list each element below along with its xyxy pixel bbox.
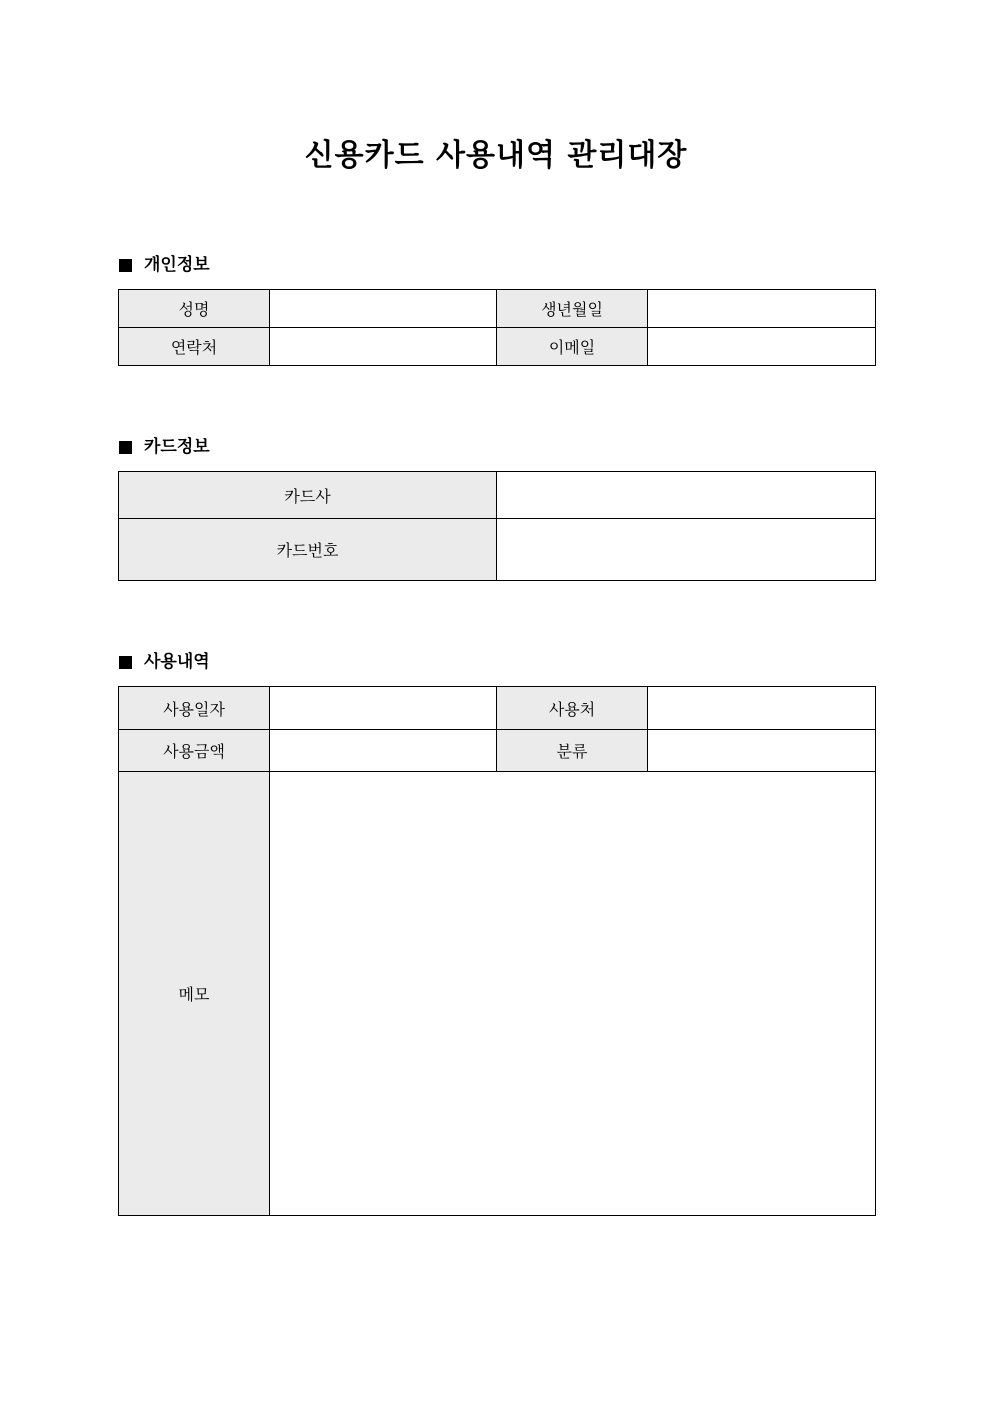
usage-amount-field[interactable] <box>270 730 497 772</box>
category-label: 분류 <box>497 730 648 772</box>
table-row <box>119 472 876 519</box>
usage-date-field[interactable] <box>270 687 497 730</box>
category-field[interactable] <box>648 730 876 772</box>
section-heading-usage-text: 사용내역 <box>144 652 210 672</box>
table-row <box>119 730 876 772</box>
card-info-table <box>118 471 876 581</box>
usage-date-label: 사용일자 <box>119 687 270 730</box>
contact-label: 연락처 <box>119 328 270 366</box>
section-heading-card-text: 카드정보 <box>144 437 210 457</box>
usage-table <box>118 686 876 1216</box>
table-row <box>119 519 876 581</box>
memo-label: 메모 <box>119 772 270 1216</box>
usage-amount-label: 사용금액 <box>119 730 270 772</box>
email-label: 이메일 <box>497 328 648 366</box>
birth-date-label: 생년월일 <box>497 290 648 328</box>
table-row <box>119 328 876 366</box>
name-field[interactable] <box>270 290 497 328</box>
birth-date-field[interactable] <box>648 290 876 328</box>
usage-place-field[interactable] <box>648 687 876 730</box>
section-heading-personal <box>119 253 210 277</box>
section-heading-card <box>119 435 210 459</box>
personal-info-table <box>118 289 876 366</box>
square-bullet-icon <box>119 259 132 272</box>
name-label: 성명 <box>119 290 270 328</box>
table-row <box>119 687 876 730</box>
usage-place-label: 사용처 <box>497 687 648 730</box>
email-field[interactable] <box>648 328 876 366</box>
contact-field[interactable] <box>270 328 497 366</box>
square-bullet-icon <box>119 656 132 669</box>
section-heading-personal-text: 개인정보 <box>144 255 210 275</box>
card-number-label: 카드번호 <box>119 519 497 581</box>
table-row <box>119 290 876 328</box>
memo-field[interactable] <box>270 772 876 1216</box>
square-bullet-icon <box>119 441 132 454</box>
table-row <box>119 772 876 1216</box>
document-title: 신용카드 사용내역 관리대장 <box>304 138 688 173</box>
section-heading-usage <box>119 650 210 674</box>
card-company-label: 카드사 <box>119 472 497 519</box>
card-number-field[interactable] <box>497 519 876 581</box>
card-company-field[interactable] <box>497 472 876 519</box>
